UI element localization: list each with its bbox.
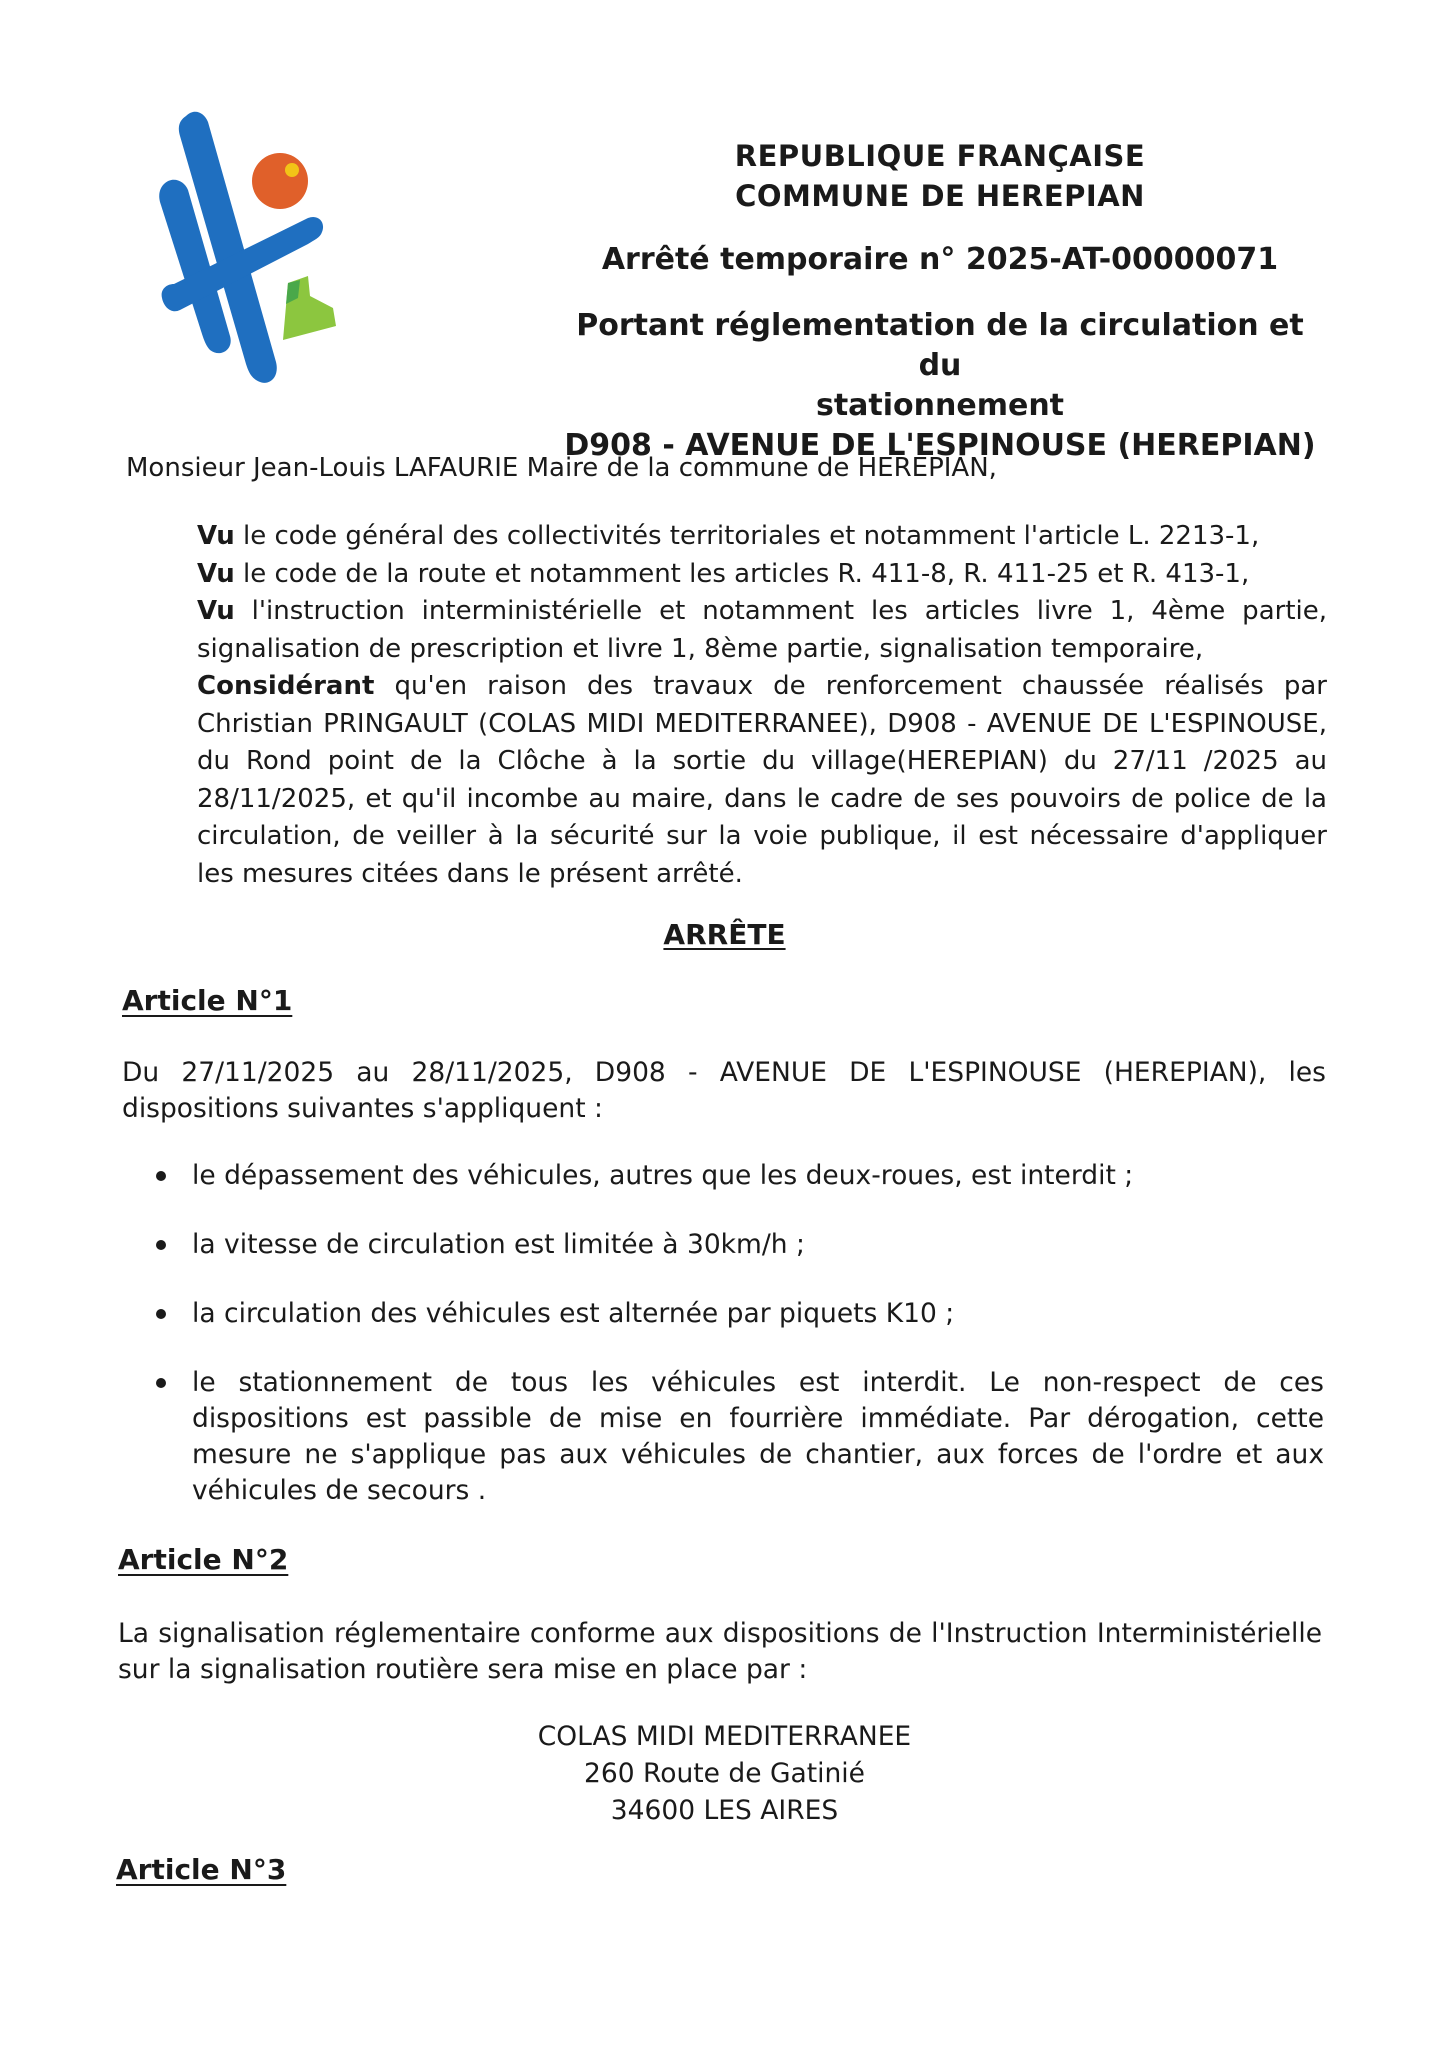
article-2-title: Article N°2 — [118, 1543, 289, 1576]
consideration-item — [197, 518, 1327, 556]
list-item: le dépassement des véhicules, autres que les deux-roues, est interdit ; — [152, 1158, 1324, 1194]
list-item: le stationnement de tous les véhicules est interdit. Le non-respect de ces dispositions est passible de mise en fourrière immédiate. Par dérogation, cette mesure ne s'applique pas aux véhicules de chantier, aux forces de l'ordre et aux véhicules de secours . — [152, 1365, 1324, 1509]
address-line: COLAS MIDI MEDITERRANEE — [537, 1721, 912, 1752]
consideration-text: l'instruction interministérielle et notamment les articles livre 1, 4ème partie, signalisation de prescription et livre 1, 8ème partie, signalisation temporaire, — [197, 596, 1327, 664]
contractor-address — [0, 1718, 1449, 1829]
consideration-text: le code de la route et notamment les articles R. 411-8, R. 411-25 et R. 413-1, — [234, 558, 1250, 589]
subject-line-2: stationnement — [815, 388, 1065, 423]
article-1-title: Article N°1 — [122, 984, 293, 1017]
article-2-text: La signalisation réglementaire conforme aux dispositions de l'Instruction Interministérielle sur la signalisation routière sera mise en place par : — [118, 1618, 1322, 1685]
arrete-number: Arrêté temporaire n° 2025-AT-00000071 — [601, 242, 1279, 277]
consideration-item — [197, 556, 1327, 594]
article-3-title: Article N°3 — [116, 1853, 287, 1886]
considerations-block — [197, 518, 1327, 893]
header-republic-commune — [560, 136, 1320, 216]
address-line: 34600 LES AIRES — [610, 1795, 839, 1826]
article-1-measures-list — [152, 1158, 1324, 1542]
commune-title: COMMUNE DE HEREPIAN — [735, 179, 1145, 213]
article-1-intro: Du 27/11/2025 au 28/11/2025, D908 - AVENUE DE L'ESPINOUSE (HEREPIAN), les dispositions suivantes s'appliquent : — [122, 1057, 1326, 1124]
consideration-keyword: Vu — [197, 596, 235, 626]
consideration-text: le code général des collectivités territoriales et notamment l'article L. 2213-1, — [234, 521, 1260, 551]
consideration-keyword: Vu — [197, 521, 235, 551]
herepian-commune-logo-icon — [158, 108, 348, 388]
subject-line-3: D908 - AVENUE DE L'ESPINOUSE (HEREPIAN) — [564, 428, 1316, 463]
consideration-text: qu'en raison des travaux de renforcement chaussée réalisés par Christian PRINGAULT (COLAS MIDI MEDITERRANEE), D908 - AVENUE DE L'ESPINOUSE, du Rond point de la Clôche à la sortie du village(HEREPIAN) du 27/11 /2025 au 28/11/2025, et qu'il incombe au maire, dans le cadre de ses pouvoirs de police de la circulation, de veiller à la sécurité sur la voie publique, il est nécessaire d'appliquer les mesures citées dans le présent arrêté. — [197, 671, 1327, 889]
consideration-item — [197, 593, 1327, 668]
consideration-keyword: Vu — [197, 558, 235, 589]
arrete-subject — [560, 306, 1320, 466]
subject-line-1: Portant réglementation de la circulation et du — [576, 308, 1304, 383]
consideration-keyword: Considérant — [197, 671, 375, 701]
list-item: la vitesse de circulation est limitée à 30km/h ; — [152, 1227, 1324, 1263]
list-item: la circulation des véhicules est alternée par piquets K10 ; — [152, 1296, 1324, 1332]
mayor-line: Monsieur Jean-Louis LAFAURIE Maire de la commune de HEREPIAN, — [126, 453, 997, 483]
address-line: 260 Route de Gatinié — [584, 1758, 865, 1789]
consideration-item — [197, 668, 1327, 893]
arrete-heading: ARRÊTE — [663, 918, 786, 951]
republic-title: REPUBLIQUE FRANÇAISE — [734, 139, 1146, 173]
